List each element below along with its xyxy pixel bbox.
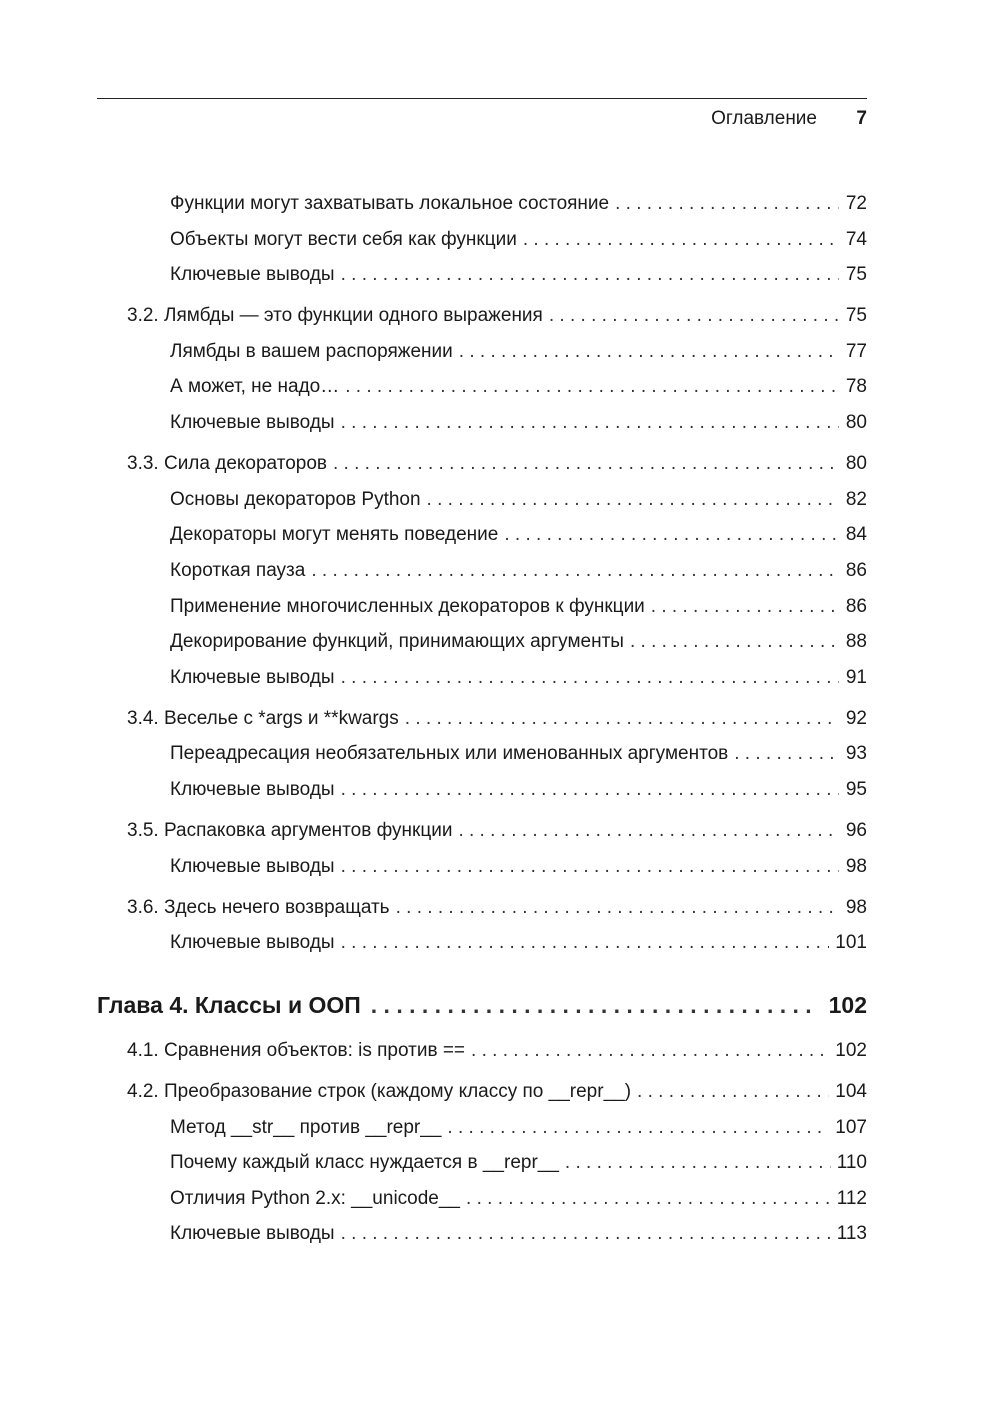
toc-entry-page: 102 — [835, 1039, 867, 1061]
table-of-contents — [97, 186, 867, 1252]
toc-subsection-entry — [97, 482, 867, 518]
toc-subsection-entry — [97, 257, 867, 293]
toc-section-entry — [97, 813, 867, 849]
toc-entry-page: 72 — [845, 193, 867, 214]
toc-entry-label: 3.4. Веселье с *args и **kwargs — [127, 707, 399, 729]
toc-entry-label: Ключевые выводы — [170, 264, 335, 286]
toc-subsection-entry — [97, 589, 867, 625]
header-rule — [97, 98, 867, 99]
toc-entry-label: 4.1. Сравнения объектов: is против == — [127, 1039, 466, 1061]
toc-subsection-entry — [97, 660, 867, 696]
toc-leader-dots — [427, 482, 839, 518]
toc-leader-dots — [504, 517, 839, 553]
running-head — [97, 106, 867, 132]
toc-section-entry — [97, 446, 867, 482]
toc-section-entry — [97, 1074, 867, 1110]
toc-leader-dots — [371, 983, 819, 1027]
toc-entry-label: 3.3. Сила декораторов — [127, 453, 327, 475]
toc-subsection-entry — [97, 222, 867, 258]
toc-entry-page: 86 — [845, 559, 867, 581]
toc-subsection-entry — [97, 186, 867, 222]
toc-entry-page: 82 — [845, 488, 867, 510]
toc-subsection-entry — [97, 405, 867, 441]
toc-leader-dots — [615, 186, 839, 222]
toc-entry-page: 80 — [845, 412, 867, 434]
toc-leader-dots — [341, 405, 839, 441]
toc-leader-dots — [333, 446, 839, 482]
toc-entry-label: Ключевые выводы — [170, 779, 335, 800]
toc-entry-page: 101 — [835, 932, 867, 954]
toc-leader-dots — [341, 660, 839, 696]
toc-leader-dots — [565, 1145, 831, 1181]
toc-section-entry — [97, 701, 867, 737]
toc-subsection-entry — [97, 334, 867, 370]
toc-entry-page: 113 — [836, 1223, 867, 1245]
toc-entry-label: Ключевые выводы — [170, 666, 335, 688]
toc-entry-label: Ключевые выводы — [170, 932, 335, 954]
toc-subsection-entry — [97, 1110, 867, 1146]
toc-subsection-entry — [97, 517, 867, 553]
toc-section-entry — [97, 298, 867, 334]
toc-entry-page: 84 — [845, 524, 867, 546]
toc-leader-dots — [734, 736, 839, 772]
toc-leader-dots — [396, 890, 839, 926]
toc-subsection-entry — [97, 1216, 867, 1252]
toc-entry-page: 95 — [845, 779, 867, 800]
toc-entry-label: А может, не надо… — [170, 376, 340, 398]
toc-entry-page: 80 — [845, 453, 867, 475]
toc-entry-label: Метод __str__ против __repr__ — [170, 1116, 442, 1138]
toc-leader-dots — [447, 1110, 829, 1146]
toc-subsection-entry — [97, 624, 867, 660]
toc-entry-label: Лямбды в вашем распоряжении — [170, 340, 453, 362]
toc-entry-page: 75 — [845, 264, 867, 286]
toc-leader-dots — [345, 369, 839, 405]
toc-leader-dots — [459, 334, 839, 370]
toc-entry-page: 88 — [845, 631, 867, 653]
toc-entry-label: Ключевые выводы — [170, 412, 335, 434]
toc-entry-page: 77 — [845, 340, 867, 362]
running-head-title: Оглавление — [711, 108, 817, 129]
toc-entry-page: 98 — [845, 855, 867, 877]
toc-entry-label: Декораторы могут менять поведение — [170, 524, 499, 546]
toc-leader-dots — [523, 222, 839, 258]
toc-entry-page: 92 — [845, 707, 867, 729]
toc-entry-label: Ключевые выводы — [170, 855, 335, 877]
toc-leader-dots — [630, 624, 839, 660]
toc-entry-label: Функции могут захватывать локальное состояние — [170, 193, 610, 214]
toc-section-entry — [97, 890, 867, 926]
toc-entry-page: 102 — [828, 991, 867, 1018]
toc-subsection-entry — [97, 736, 867, 772]
toc-entry-label: Почему каждый класс нуждается в __repr__ — [170, 1152, 559, 1174]
toc-section-entry — [97, 1033, 867, 1069]
toc-entry-label: Декорирование функций, принимающих аргументы — [170, 631, 624, 653]
toc-subsection-entry — [97, 1145, 867, 1181]
toc-leader-dots — [651, 589, 839, 625]
toc-entry-page: 91 — [845, 666, 867, 688]
toc-entry-page: 98 — [845, 896, 867, 918]
toc-leader-dots — [341, 772, 839, 808]
toc-chapter-entry — [97, 983, 867, 1027]
toc-entry-page: 96 — [845, 820, 867, 842]
toc-entry-page: 78 — [845, 376, 867, 398]
toc-entry-page: 112 — [836, 1187, 867, 1209]
toc-entry-label: 4.2. Преобразование строк (каждому классу по __repr__) — [127, 1081, 632, 1103]
toc-subsection-entry — [97, 369, 867, 405]
toc-entry-label: Ключевые выводы — [170, 1223, 335, 1245]
toc-subsection-entry — [97, 925, 867, 961]
toc-subsection-entry — [97, 1181, 867, 1217]
toc-leader-dots — [549, 298, 839, 334]
toc-entry-label: 3.6. Здесь нечего возвращать — [127, 896, 390, 918]
toc-leader-dots — [466, 1181, 831, 1217]
toc-entry-label: Переадресация необязательных или именованных аргументов — [170, 743, 729, 765]
toc-entry-label: 3.5. Распаковка аргументов функции — [127, 820, 453, 842]
toc-entry-label: Короткая пауза — [170, 559, 306, 581]
toc-entry-label: Глава 4. Классы и ООП — [97, 991, 361, 1018]
toc-leader-dots — [341, 925, 830, 961]
toc-entry-page: 107 — [835, 1116, 867, 1138]
toc-leader-dots — [311, 553, 839, 589]
toc-subsection-entry — [97, 772, 867, 808]
toc-entry-page: 74 — [845, 228, 867, 250]
toc-subsection-entry — [97, 849, 867, 885]
toc-entry-label: 3.2. Лямбды — это функции одного выражения — [127, 305, 543, 327]
toc-leader-dots — [637, 1074, 829, 1110]
toc-entry-label: Отличия Python 2.x: __unicode__ — [170, 1187, 461, 1209]
toc-leader-dots — [341, 849, 839, 885]
toc-entry-label: Применение многочисленных декораторов к функции — [170, 595, 645, 617]
toc-entry-page: 104 — [835, 1081, 867, 1103]
toc-leader-dots — [341, 257, 839, 293]
toc-entry-page: 86 — [845, 595, 867, 617]
toc-entry-label: Объекты могут вести себя как функции — [170, 228, 517, 250]
toc-leader-dots — [471, 1033, 829, 1069]
toc-leader-dots — [458, 813, 839, 849]
page-number: 7 — [856, 108, 867, 129]
toc-leader-dots — [405, 701, 839, 737]
toc-subsection-entry — [97, 553, 867, 589]
toc-entry-page: 75 — [845, 305, 867, 327]
toc-leader-dots — [341, 1216, 831, 1252]
toc-entry-page: 93 — [845, 743, 867, 765]
toc-entry-page: 110 — [836, 1152, 867, 1174]
toc-entry-label: Основы декораторов Python — [170, 488, 421, 510]
